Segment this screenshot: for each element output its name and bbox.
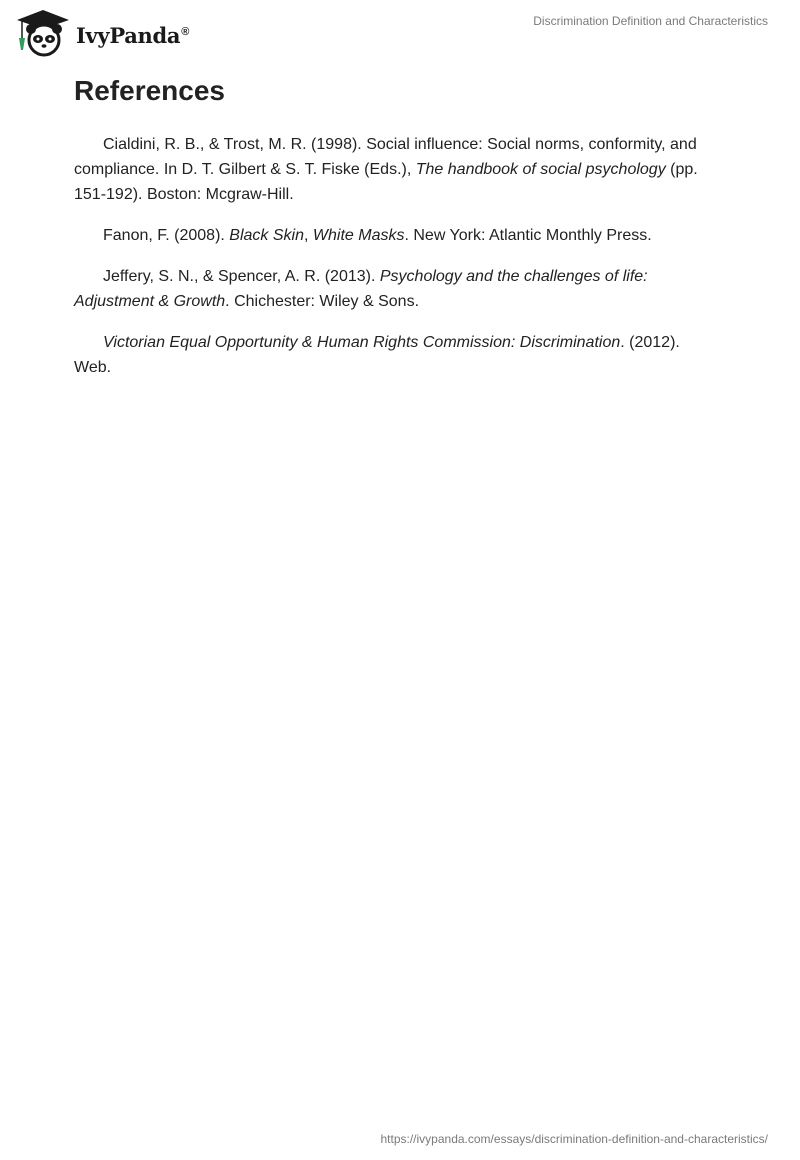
reference-entry: Jeffery, S. N., & Spencer, A. R. (2013). Psychology and the challenges of life: Adjustment & Growth. Chichester: Wiley & Sons. bbox=[74, 268, 648, 310]
reference-entry: Cialdini, R. B., & Trost, M. R. (1998). Social influence: Social norms, conformity, and compliance. In D. T. Gilbert & S. T. Fiske (Eds.), The handbook of social psychology (pp. 151-192). Boston: Mcgraw-Hill. bbox=[74, 136, 698, 203]
page-header bbox=[0, 0, 800, 64]
source-url[interactable]: https://ivypanda.com/essays/discrimination-definition-and-characteristics/ bbox=[380, 1132, 768, 1146]
logo-wordmark: IvyPanda® bbox=[76, 22, 190, 48]
references-heading: References bbox=[74, 75, 225, 106]
references-section bbox=[74, 72, 714, 396]
reference-entry: Victorian Equal Opportunity & Human Rights Commission: Discrimination. (2012). Web. bbox=[74, 334, 680, 376]
ivypanda-logo[interactable] bbox=[14, 8, 189, 58]
reference-entry: Fanon, F. (2008). Black Skin, White Masks. New York: Atlantic Monthly Press. bbox=[103, 227, 652, 244]
document-title: Discrimination Definition and Characteristics bbox=[533, 14, 768, 28]
panda-graduate-icon bbox=[14, 8, 72, 58]
